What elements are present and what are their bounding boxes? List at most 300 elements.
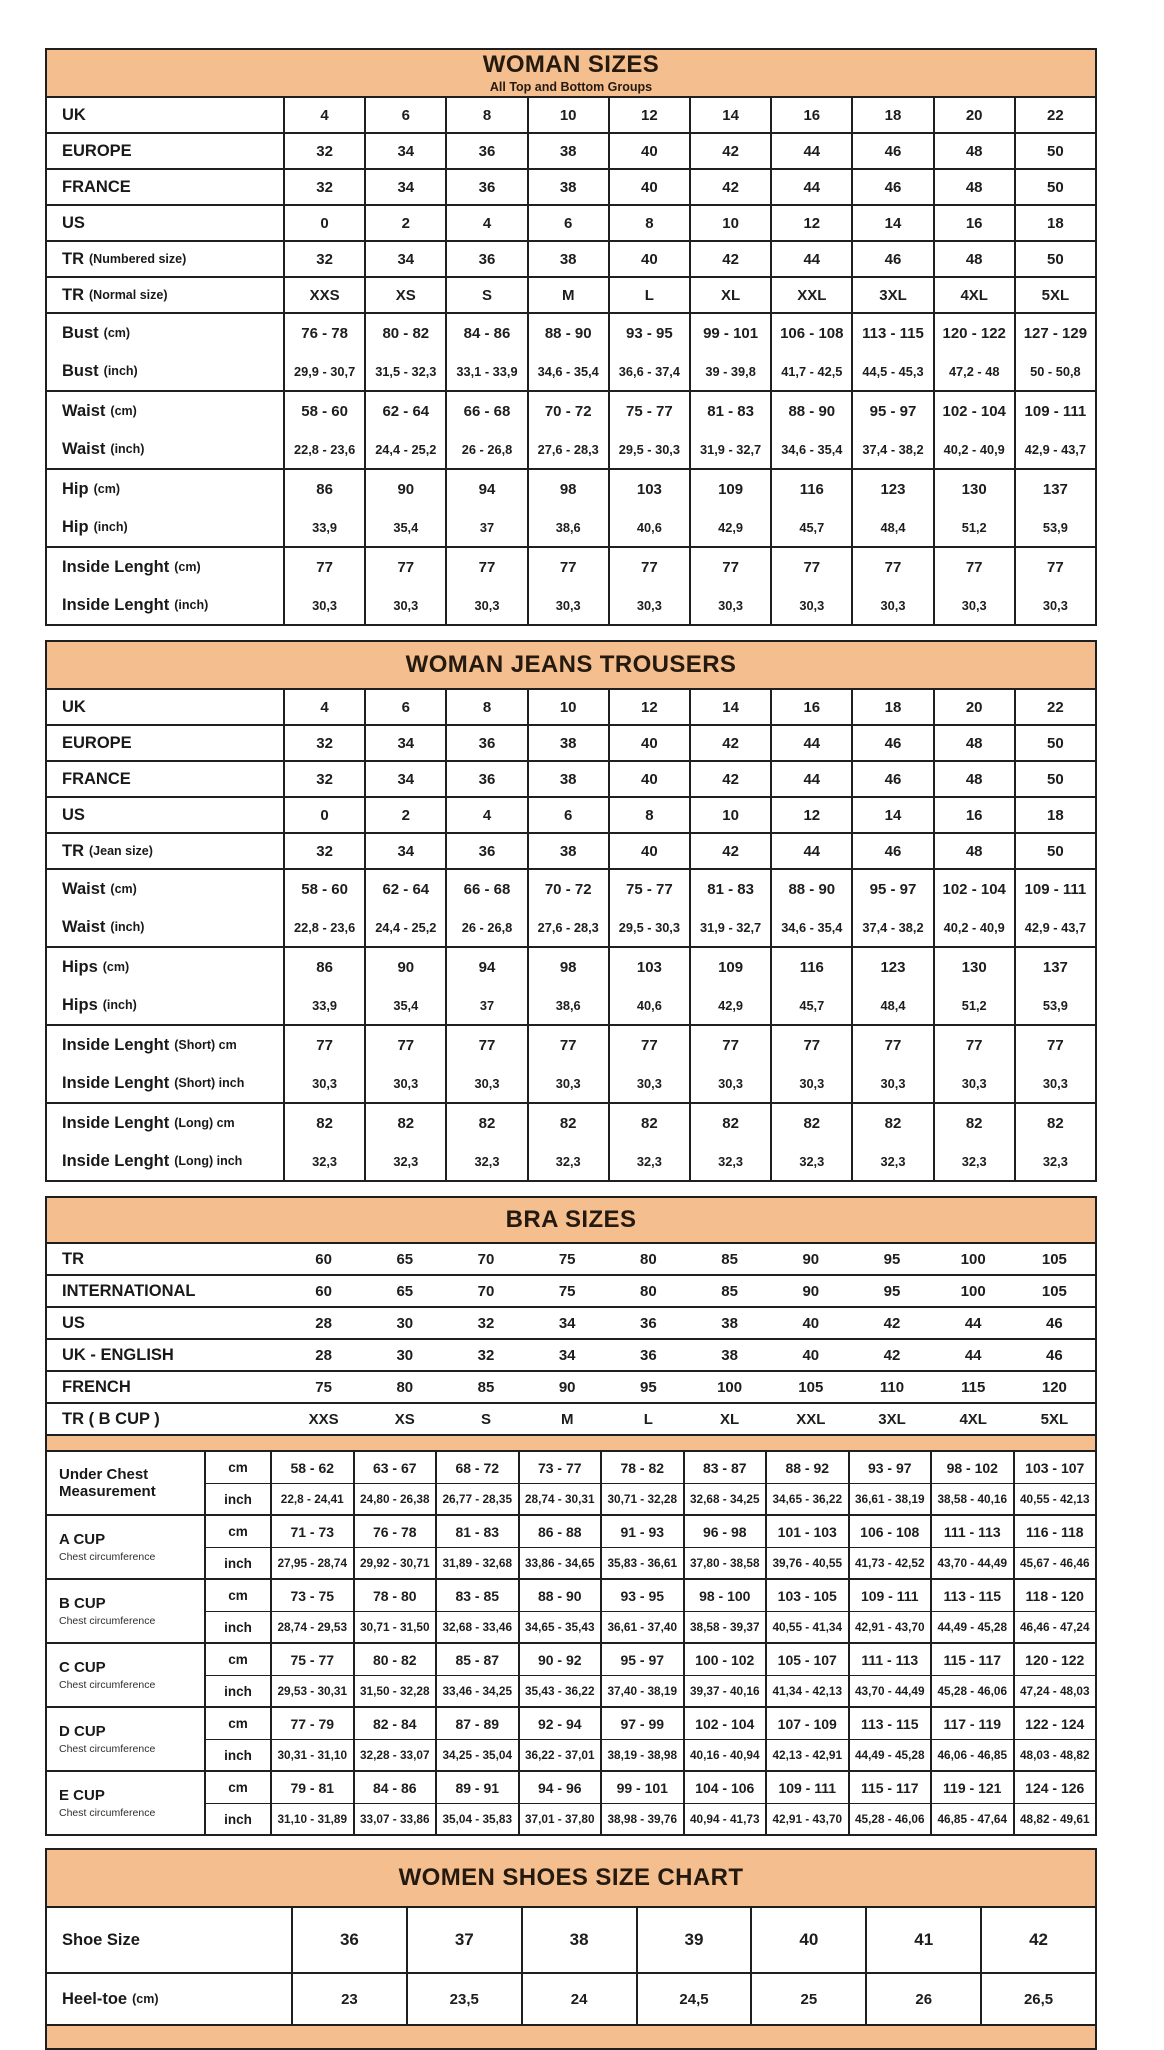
table-cell: 32,3 xyxy=(445,1142,526,1180)
table-cell: 85 xyxy=(721,1250,738,1268)
table-cell: 28,74 - 30,31 xyxy=(518,1483,601,1514)
table-cell: 90 xyxy=(364,948,445,986)
table-cell: 137 xyxy=(1014,470,1095,508)
table-cell: 36 xyxy=(291,1908,406,1972)
table-cell: 137 xyxy=(1014,948,1095,986)
table-cell: 82 - 84 xyxy=(353,1708,436,1739)
table-cell: 82 xyxy=(689,1104,770,1142)
table-cell: 36 xyxy=(445,726,526,760)
table-cell: 102 - 104 xyxy=(933,870,1014,908)
table-cell: 120 - 122 xyxy=(1013,1644,1096,1675)
table-cell: 62 - 64 xyxy=(364,392,445,430)
table-row xyxy=(47,132,1095,168)
table-cell: 83 - 87 xyxy=(683,1452,766,1483)
table-cell: 30,3 xyxy=(770,1064,851,1102)
size-chart-document xyxy=(45,48,1097,2050)
table-cell: 100 xyxy=(960,1250,986,1268)
table-cell: 77 xyxy=(608,548,689,586)
row-label-text: TR xyxy=(62,249,84,268)
row-label-text: Inside Lenght xyxy=(62,1035,170,1054)
table-subtitle: All Top and Bottom Groups xyxy=(489,79,653,94)
table-cell: 48 xyxy=(933,242,1014,276)
table-cell: 32,3 xyxy=(527,1142,608,1180)
table-cell: 46 xyxy=(1046,1346,1063,1364)
table-title: WOMAN JEANS TROUSERS xyxy=(405,651,737,679)
row-label-note: (inch) xyxy=(103,364,138,378)
table-cell: 98 xyxy=(527,948,608,986)
row-label xyxy=(47,986,283,1024)
table-cell: 34 xyxy=(558,1314,576,1332)
table-cell: 30,31 - 31,10 xyxy=(270,1739,353,1770)
table-cell: XXS xyxy=(308,1410,339,1428)
row-label xyxy=(47,1142,283,1180)
table-cell: 4XL xyxy=(959,1410,987,1428)
row-label-text: US xyxy=(62,1313,85,1332)
table-cell: 115 - 117 xyxy=(848,1772,931,1803)
table-cell: 38 xyxy=(527,242,608,276)
table-cell: 34 xyxy=(364,170,445,204)
table-cell: 60 xyxy=(315,1250,332,1268)
table-cell: 60 xyxy=(315,1282,332,1300)
table-cell: 26 xyxy=(865,1974,980,2024)
table-cell: 103 xyxy=(608,948,689,986)
table-cell: 46,85 - 47,64 xyxy=(930,1803,1013,1834)
table-cell: 46 xyxy=(851,726,932,760)
row-label xyxy=(47,1308,283,1338)
row-label-note: (Long) cm xyxy=(174,1116,235,1130)
table-cell: 32,68 - 34,25 xyxy=(683,1483,766,1514)
unit-cell: inch xyxy=(204,1547,270,1578)
table-row xyxy=(47,1370,1095,1402)
table-row xyxy=(47,1402,1095,1434)
table-cell: 30,3 xyxy=(933,586,1014,624)
row-label-note: (inch) xyxy=(110,442,145,456)
table-cell: 32,3 xyxy=(770,1142,851,1180)
row-label-text: FRANCE xyxy=(62,769,131,788)
table-cell: 32,3 xyxy=(364,1142,445,1180)
table-row xyxy=(47,1104,1095,1142)
table-cell: 103 - 107 xyxy=(1013,1452,1096,1483)
row-label-text: FRENCH xyxy=(62,1377,131,1396)
table-cell: 75 - 77 xyxy=(608,870,689,908)
table-cell: 44 xyxy=(964,1346,982,1364)
unit-cell: inch xyxy=(204,1483,270,1514)
row-label-text: Hips xyxy=(62,957,98,976)
table-cell: 123 xyxy=(851,948,932,986)
row-label-note: (inch) xyxy=(174,598,209,612)
table-cell: 47,24 - 48,03 xyxy=(1013,1675,1096,1706)
row-label-note: (Long) inch xyxy=(174,1154,243,1168)
table-cell: 40 xyxy=(608,170,689,204)
table-cell: 33,9 xyxy=(283,508,364,546)
unit-cell: inch xyxy=(204,1611,270,1642)
table-header-band xyxy=(47,1850,1095,1908)
table-cell: 100 xyxy=(960,1282,986,1300)
table-cell: 34,6 - 35,4 xyxy=(770,430,851,468)
table-row xyxy=(47,1306,1095,1338)
table-cell: 79 - 81 xyxy=(270,1772,353,1803)
row-label-text: UK - ENGLISH xyxy=(62,1345,174,1364)
table-cell: XXL xyxy=(770,278,851,312)
table-cell: 32 xyxy=(477,1314,495,1332)
measure-label xyxy=(47,1452,204,1514)
table-cell: XXS xyxy=(283,278,364,312)
table-row xyxy=(47,586,1095,624)
table-cell: 81 - 83 xyxy=(689,870,770,908)
table-cell: 31,9 - 32,7 xyxy=(689,908,770,946)
table-cell: 4 xyxy=(445,798,526,832)
row-label xyxy=(47,430,283,468)
table-cell: 30,3 xyxy=(933,1064,1014,1102)
table-cell: 8 xyxy=(445,98,526,132)
row-label xyxy=(47,586,283,624)
table-cell: 105 - 107 xyxy=(765,1644,848,1675)
table-cell: 97 - 99 xyxy=(600,1708,683,1739)
table-cell: 38 xyxy=(527,134,608,168)
table-cell: 27,95 - 28,74 xyxy=(270,1547,353,1578)
table-cell: 46,06 - 46,85 xyxy=(930,1739,1013,1770)
row-label-text: Hips xyxy=(62,995,98,1014)
table-cell: 27,6 - 28,3 xyxy=(527,908,608,946)
table-cell: 58 - 62 xyxy=(270,1452,353,1483)
table-cell: 77 xyxy=(851,548,932,586)
table-cell: 40 xyxy=(802,1314,820,1332)
table-cell: 8 xyxy=(608,798,689,832)
table-cell: 42 xyxy=(689,242,770,276)
table-cell: 95 - 97 xyxy=(600,1644,683,1675)
table-cell: 30,3 xyxy=(608,1064,689,1102)
table-cell: 5XL xyxy=(1040,1410,1069,1428)
table-cell: 107 - 109 xyxy=(765,1708,848,1739)
table-cell: 38,58 - 39,37 xyxy=(683,1611,766,1642)
row-label-note: (cm) xyxy=(110,882,137,896)
table-cell: XS xyxy=(364,278,445,312)
table-cell: 34 xyxy=(364,134,445,168)
table-cell: 65 xyxy=(396,1282,414,1300)
table-cell: 115 - 117 xyxy=(930,1644,1013,1675)
table-cell: 40 xyxy=(608,726,689,760)
table-header-band xyxy=(47,50,1095,98)
table-cell: 46 xyxy=(1046,1314,1063,1332)
table-cell: 22,8 - 23,6 xyxy=(283,908,364,946)
table-cell: 42,91 - 43,70 xyxy=(848,1611,931,1642)
table-cell: 22 xyxy=(1014,98,1095,132)
table-cell: 30,3 xyxy=(364,1064,445,1102)
table-cell: 36 xyxy=(445,242,526,276)
table-cell: 34,65 - 35,43 xyxy=(518,1611,601,1642)
table-cell: 77 xyxy=(933,548,1014,586)
table-cell: 48 xyxy=(933,726,1014,760)
table-cell: 4 xyxy=(445,206,526,240)
table-cell: 38 xyxy=(521,1908,636,1972)
table-cell: 44 xyxy=(770,834,851,868)
table-cell: 30,3 xyxy=(851,1064,932,1102)
table-cell: 30,3 xyxy=(770,586,851,624)
table-cell: 119 - 121 xyxy=(930,1772,1013,1803)
table-cell: 50 - 50,8 xyxy=(1014,352,1095,390)
table-cell: 30,3 xyxy=(851,586,932,624)
table-cell: 76 - 78 xyxy=(353,1516,436,1547)
table-cell: 12 xyxy=(608,690,689,724)
unit-cell: cm xyxy=(204,1644,270,1675)
table-cell: 41,34 - 42,13 xyxy=(765,1675,848,1706)
table-cell: 32,28 - 33,07 xyxy=(353,1739,436,1770)
table-cell: 26,77 - 28,35 xyxy=(435,1483,518,1514)
row-label-text: Heel-toe xyxy=(62,1989,128,2008)
table-cell: 106 - 108 xyxy=(848,1516,931,1547)
row-label-note: (Short) cm xyxy=(174,1038,237,1052)
table-cell: 27,6 - 28,3 xyxy=(527,430,608,468)
table-cell: 38 xyxy=(527,170,608,204)
table-cell: 32 xyxy=(477,1346,495,1364)
table-cell: 40,16 - 40,94 xyxy=(683,1739,766,1770)
table-cell: 10 xyxy=(689,798,770,832)
row-label-text: US xyxy=(62,805,85,824)
table-cell: XL xyxy=(720,1410,740,1428)
table-cell: 30,3 xyxy=(527,586,608,624)
table-cell: 50 xyxy=(1014,726,1095,760)
table-cell: 48 xyxy=(933,834,1014,868)
table-row xyxy=(47,1026,1095,1064)
table-cell: 95 - 97 xyxy=(851,870,932,908)
row-label-text: TR ( B CUP ) xyxy=(62,1409,160,1428)
table-cell: 47,2 - 48 xyxy=(933,352,1014,390)
table-cell: 88 - 90 xyxy=(527,314,608,352)
row-label-text: Inside Lenght xyxy=(62,1073,170,1092)
table-cell: 87 - 89 xyxy=(435,1708,518,1739)
row-label xyxy=(47,762,283,796)
table-cell: 116 - 118 xyxy=(1013,1516,1096,1547)
table-cell: 70 xyxy=(477,1282,495,1300)
row-label xyxy=(47,392,283,430)
table-cell: 45,67 - 46,46 xyxy=(1013,1547,1096,1578)
table-cell: 51,2 xyxy=(933,508,1014,546)
table-cell: 42 xyxy=(883,1314,901,1332)
table-cell: 36 xyxy=(445,834,526,868)
row-label-text: Inside Lenght xyxy=(62,595,170,614)
table-cell: 37,40 - 38,19 xyxy=(600,1675,683,1706)
table-cell: 34 xyxy=(364,834,445,868)
table-cell: 113 - 115 xyxy=(930,1580,1013,1611)
table-cell: 42,91 - 43,70 xyxy=(765,1803,848,1834)
table-cell: 106 - 108 xyxy=(770,314,851,352)
row-label-text: Bust xyxy=(62,361,99,380)
table-cell: 73 - 75 xyxy=(270,1580,353,1611)
measure-label-sub: Chest circumference xyxy=(59,1678,156,1691)
table-cell: 77 xyxy=(933,1026,1014,1064)
table-cell: 30 xyxy=(396,1346,414,1364)
table-cell: 35,4 xyxy=(364,508,445,546)
table-cell: 95 - 97 xyxy=(851,392,932,430)
table-cell: 77 xyxy=(770,1026,851,1064)
table-cell: 44 xyxy=(964,1314,982,1332)
table-row xyxy=(47,508,1095,546)
table-cell: 82 xyxy=(527,1104,608,1142)
table-cell: 116 xyxy=(770,948,851,986)
table-cell: 77 xyxy=(445,548,526,586)
table-cell: 98 xyxy=(527,470,608,508)
table-cell: 30,71 - 31,50 xyxy=(353,1611,436,1642)
table-cell: 105 xyxy=(798,1378,824,1396)
table-row xyxy=(47,168,1095,204)
table-cell: 31,50 - 32,28 xyxy=(353,1675,436,1706)
row-label-text: UK xyxy=(62,105,86,124)
row-label-text: EUROPE xyxy=(62,141,132,160)
table-cell: 41 xyxy=(865,1908,980,1972)
table-cell: 40 xyxy=(608,242,689,276)
table-cell: 36,61 - 37,40 xyxy=(600,1611,683,1642)
table-cell: 30,3 xyxy=(1014,586,1095,624)
table-cell: 109 - 111 xyxy=(1014,870,1095,908)
table-cell: 8 xyxy=(445,690,526,724)
table-cell: 5XL xyxy=(1014,278,1095,312)
measure-label xyxy=(47,1516,204,1578)
table-cell: 130 xyxy=(933,948,1014,986)
table-cell: 40,6 xyxy=(608,508,689,546)
table-row xyxy=(47,760,1095,796)
row-label-note: (inch) xyxy=(110,920,145,934)
table-cell: 48,82 - 49,61 xyxy=(1013,1803,1096,1834)
table-cell: XS xyxy=(394,1410,415,1428)
table-cell: 40,94 - 41,73 xyxy=(683,1803,766,1834)
unit-cell: inch xyxy=(204,1739,270,1770)
table-cell: 30,3 xyxy=(1014,1064,1095,1102)
table-cell: 33,07 - 33,86 xyxy=(353,1803,436,1834)
divider-strip xyxy=(47,1434,1095,1450)
table-cell: 66 - 68 xyxy=(445,392,526,430)
table-cell: 42,9 - 43,7 xyxy=(1014,908,1095,946)
table-cell: 90 xyxy=(364,470,445,508)
table-cell: 31,10 - 31,89 xyxy=(270,1803,353,1834)
table-cell: 70 - 72 xyxy=(527,392,608,430)
table-cell: 38 xyxy=(721,1346,738,1364)
table-cell: 102 - 104 xyxy=(683,1708,766,1739)
table-cell: 85 xyxy=(721,1282,738,1300)
table-cell: 36,22 - 37,01 xyxy=(518,1739,601,1770)
table-cell: 30,3 xyxy=(283,1064,364,1102)
table-cell: 77 - 79 xyxy=(270,1708,353,1739)
table-cell: 77 xyxy=(527,1026,608,1064)
table-cell: 83 - 85 xyxy=(435,1580,518,1611)
table-row xyxy=(47,1244,1095,1274)
table-cell: 96 - 98 xyxy=(683,1516,766,1547)
measure-label xyxy=(47,1708,204,1770)
table-cell: 82 xyxy=(364,1104,445,1142)
table-cell: 34,25 - 35,04 xyxy=(435,1739,518,1770)
table-cell: 26 - 26,8 xyxy=(445,908,526,946)
row-label xyxy=(47,1244,283,1274)
table-cell: 36 xyxy=(445,134,526,168)
table-cell: 42,9 xyxy=(689,986,770,1024)
table-cell: 16 xyxy=(933,798,1014,832)
row-label-text: Waist xyxy=(62,439,106,458)
unit-cell: inch xyxy=(204,1675,270,1706)
table-cell: 40,2 - 40,9 xyxy=(933,430,1014,468)
table-cell: L xyxy=(608,278,689,312)
table-cell: 71 - 73 xyxy=(270,1516,353,1547)
row-label xyxy=(47,242,283,276)
table-cell: 53,9 xyxy=(1014,986,1095,1024)
table-row xyxy=(47,986,1095,1024)
table-cell: 32 xyxy=(283,242,364,276)
table-cell: 95 xyxy=(883,1250,901,1268)
table-cell: 32 xyxy=(283,834,364,868)
table-cell: 111 - 113 xyxy=(848,1644,931,1675)
row-label-note: (inch) xyxy=(93,520,128,534)
row-label xyxy=(47,1908,291,1972)
table-cell: 18 xyxy=(1014,206,1095,240)
table-cell: 46,46 - 47,24 xyxy=(1013,1611,1096,1642)
table-cell: 75 - 77 xyxy=(608,392,689,430)
table-cell: 82 xyxy=(933,1104,1014,1142)
row-group xyxy=(47,1102,1095,1180)
table-cell: 40 xyxy=(802,1346,820,1364)
table-cell: 77 xyxy=(527,548,608,586)
table-cell: 88 - 90 xyxy=(518,1580,601,1611)
table-cell: 32,3 xyxy=(851,1142,932,1180)
table-cell: 29,53 - 30,31 xyxy=(270,1675,353,1706)
table-cell: 68 - 72 xyxy=(435,1452,518,1483)
table-cell: 35,04 - 35,83 xyxy=(435,1803,518,1834)
table-cell: 36 xyxy=(640,1314,657,1332)
table-cell: 62 - 64 xyxy=(364,870,445,908)
table-cell: 42 xyxy=(689,834,770,868)
table-row xyxy=(47,1064,1095,1102)
row-label-text: Hip xyxy=(62,517,89,536)
table-cell: 38,6 xyxy=(527,986,608,1024)
table-cell: 37 xyxy=(445,508,526,546)
table-cell: 48 xyxy=(933,134,1014,168)
table-cell: 46 xyxy=(851,834,932,868)
table-cell: 77 xyxy=(770,548,851,586)
table-cell: 120 xyxy=(1041,1378,1067,1396)
measure-label-text: E CUP xyxy=(59,1787,105,1805)
row-group xyxy=(47,468,1095,546)
measure-label-text: C CUP xyxy=(59,1659,106,1677)
table-cell: 23 xyxy=(291,1974,406,2024)
table-cell: 45,7 xyxy=(770,986,851,1024)
table-cell: 12 xyxy=(608,98,689,132)
unit-cell: cm xyxy=(204,1708,270,1739)
row-label xyxy=(47,1372,283,1402)
table-cell: 75 xyxy=(315,1378,332,1396)
table-cell: 104 - 106 xyxy=(683,1772,766,1803)
table-cell: 37 xyxy=(445,986,526,1024)
row-label-text: Waist xyxy=(62,917,106,936)
table-cell: 93 - 95 xyxy=(608,314,689,352)
row-label-text: UK xyxy=(62,697,86,716)
table-cell: 32 xyxy=(283,726,364,760)
table-cell: 14 xyxy=(689,690,770,724)
table-cell: 30,3 xyxy=(445,1064,526,1102)
table-cell: 95 xyxy=(883,1282,901,1300)
table-cell: 100 - 102 xyxy=(683,1644,766,1675)
table-cell: 93 - 95 xyxy=(600,1580,683,1611)
table-cell: 58 - 60 xyxy=(283,392,364,430)
table-cell: 98 - 102 xyxy=(930,1452,1013,1483)
table-cell: 99 - 101 xyxy=(600,1772,683,1803)
row-label-text: Shoe Size xyxy=(62,1930,140,1949)
table-cell: 48,03 - 48,82 xyxy=(1013,1739,1096,1770)
table-cell: 42 xyxy=(883,1346,901,1364)
table-cell: 18 xyxy=(851,98,932,132)
row-label-text: Waist xyxy=(62,401,106,420)
footer-strip xyxy=(47,2024,1095,2048)
row-label-text: US xyxy=(62,213,85,232)
table-row xyxy=(47,548,1095,586)
table-cell: 36 xyxy=(640,1346,657,1364)
row-label xyxy=(47,1104,283,1142)
